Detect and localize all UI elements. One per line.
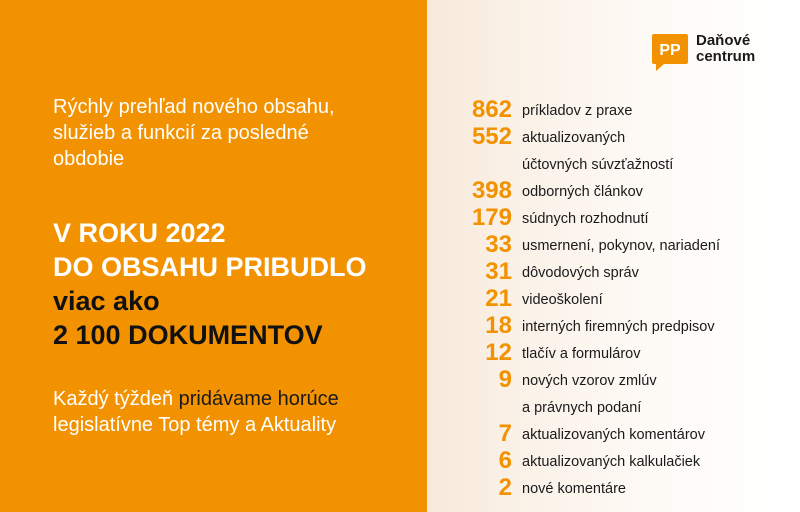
stat-number: 862 (471, 96, 512, 123)
stat-number: 2 (498, 474, 512, 501)
logo-badge-icon (650, 32, 690, 72)
stat-number: 33 (485, 231, 512, 258)
stat-label: tlačív a formulárov (522, 346, 641, 362)
weekly-text (53, 386, 423, 438)
stat-label: nových vzorov zmlúv (522, 373, 657, 389)
stat-row (440, 258, 790, 285)
stat-label: odborných článkov (522, 184, 643, 200)
stat-row (440, 123, 790, 150)
stat-row (440, 366, 790, 393)
headline-line1: V ROKU 2022 (53, 218, 226, 248)
logo-name-line2: centrum (696, 48, 756, 65)
stat-label: videoškolení (522, 292, 603, 308)
stat-label: a právnych podaní (522, 400, 642, 416)
stat-label: účtovných súvzťažností (522, 157, 674, 173)
weekly-line1 (53, 386, 423, 412)
stat-number: 7 (498, 420, 512, 447)
stat-row (440, 312, 790, 339)
intro-line: Rýchly prehľad nového obsahu, (53, 96, 335, 118)
stat-label: dôvodových správ (522, 265, 639, 281)
stat-row (440, 393, 790, 420)
stat-number: 179 (471, 204, 512, 231)
stat-row (440, 420, 790, 447)
weekly-part1: Každý týždeň (53, 388, 174, 410)
stat-number: 21 (485, 285, 512, 312)
stat-label: aktualizovaných kalkulačiek (522, 454, 701, 470)
weekly-part2: pridávame horúce (173, 388, 339, 410)
stats-list (440, 96, 790, 501)
stat-label: aktualizovaných komentárov (522, 427, 705, 443)
logo-name-line1: Daňové (696, 32, 751, 49)
headline (53, 216, 423, 352)
logo-badge-text: PP (659, 42, 681, 59)
intro-text (53, 94, 413, 172)
stat-label: nové komentáre (522, 481, 626, 497)
stat-row (440, 447, 790, 474)
logo-text (696, 33, 755, 65)
stat-number: 398 (471, 177, 512, 204)
stat-label: príkladov z praxe (522, 103, 633, 119)
stat-row (440, 150, 790, 177)
stat-label: súdnych rozhodnutí (522, 211, 649, 227)
stat-row (440, 96, 790, 123)
stat-label: interných firemných predpisov (522, 319, 715, 335)
stat-number: 18 (485, 312, 512, 339)
stat-number: 9 (498, 366, 512, 393)
brand-logo[interactable] (650, 28, 780, 78)
stat-row (440, 231, 790, 258)
intro-line: služieb a funkcií za posledné (53, 122, 309, 144)
stat-row (440, 474, 790, 501)
weekly-line2: legislatívne Top témy a Aktuality (53, 414, 337, 436)
stat-number: 12 (485, 339, 512, 366)
stat-label: aktualizovaných (522, 130, 626, 146)
stat-number: 6 (498, 447, 512, 474)
stat-row (440, 285, 790, 312)
stat-number: 552 (471, 123, 512, 150)
stat-row (440, 204, 790, 231)
stat-row (440, 339, 790, 366)
stat-row (440, 177, 790, 204)
headline-line2: DO OBSAHU PRIBUDLO (53, 252, 367, 282)
intro-line: obdobie (53, 148, 125, 170)
stat-number: 31 (485, 258, 512, 285)
headline-line4: 2 100 DOKUMENTOV (53, 320, 323, 350)
stat-label: usmernení, pokynov, nariadení (522, 238, 721, 254)
headline-line3: viac ako (53, 286, 160, 316)
